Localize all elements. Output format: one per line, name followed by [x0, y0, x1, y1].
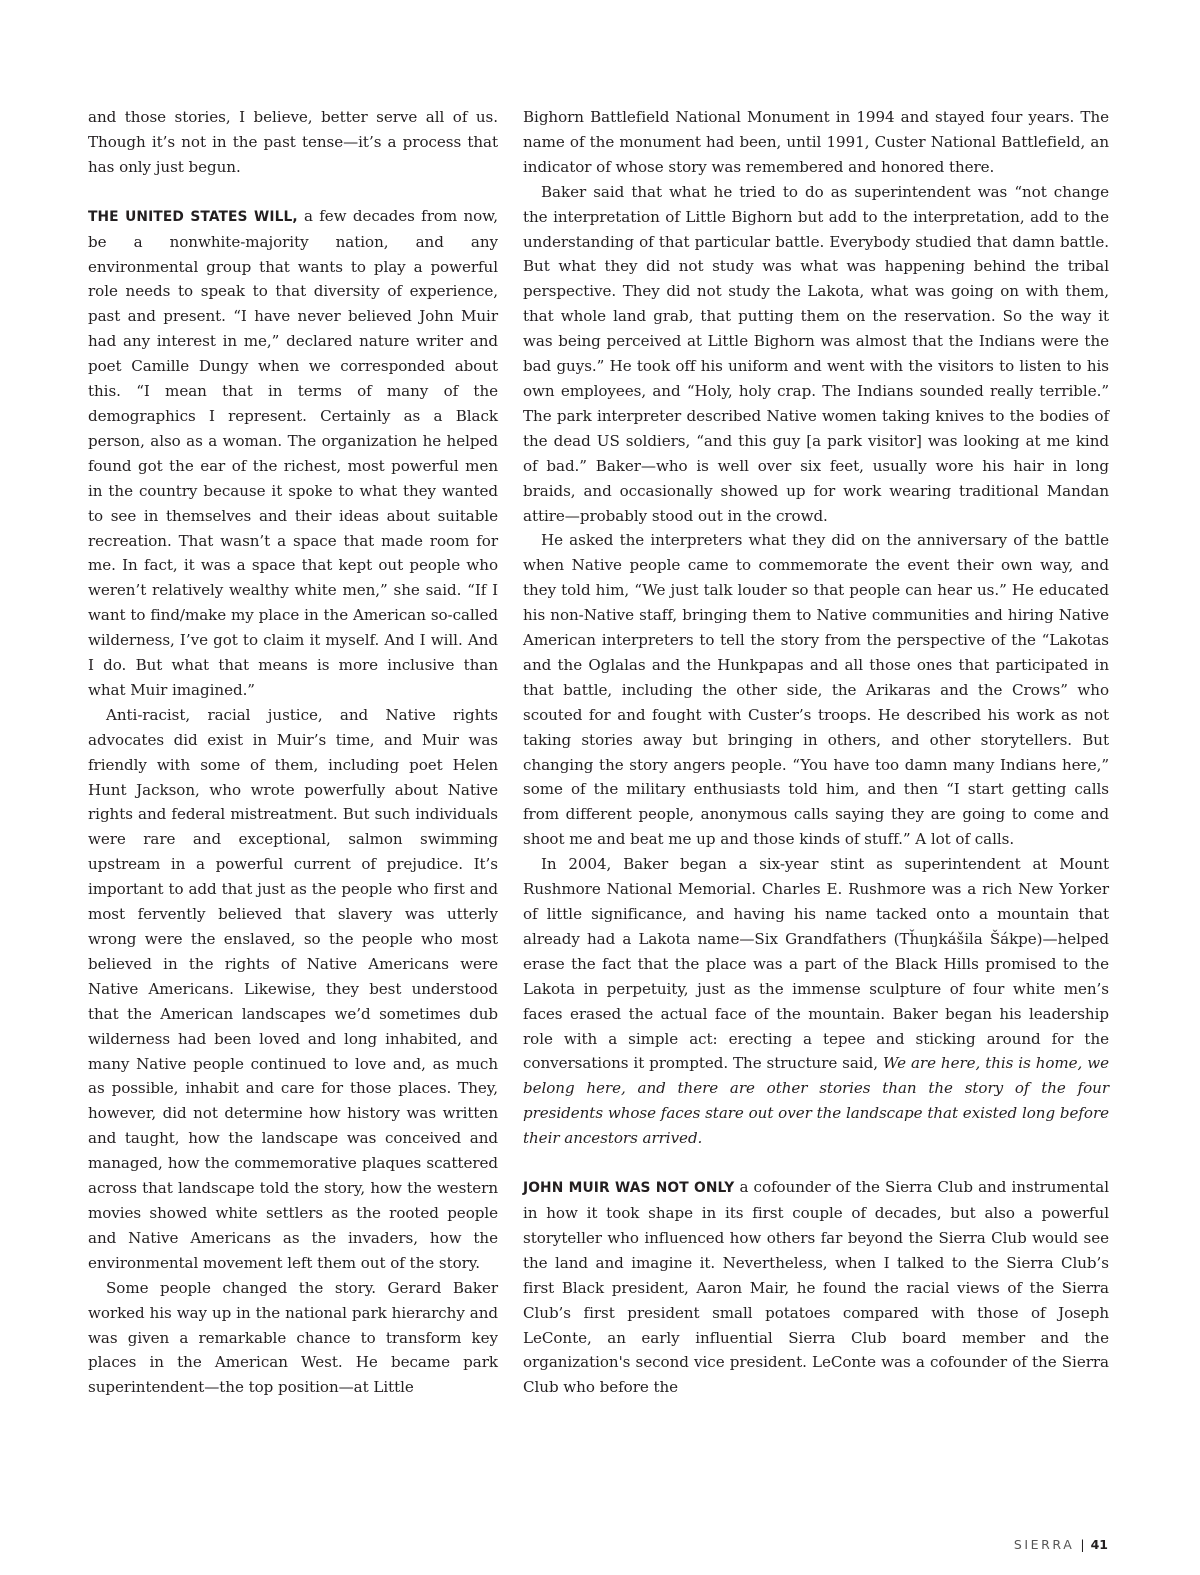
left-column	[88, 105, 498, 1400]
page-number: 41	[1090, 1537, 1108, 1552]
paragraph: Some people changed the story. Gerard Baker worked his way up in the national park hierarchy and was given a remarkable chance to transform key places in the American West. He became park superintendent—the top position—at Little	[88, 1278, 498, 1397]
paragraph-text: a cofounder of the Sierra Club and instrumental in how it took shape in its first couple of decades, but also a powerful storyteller who influenced how others far beyond the Sierra Club would see the land and imagine it. Nevertheless, when I talked to the Sierra Club’s first Black president, Aaron Mair, he found the racial views of the Sierra Club’s first president small potatoes compared with those of Joseph LeConte, an early influential Sierra Club board member and the organization's second vice president. LeConte was a cofounder of the Sierra Club who before the	[523, 1178, 1109, 1397]
paragraph: Baker said that what he tried to do as superintendent was “not change the interpretation of Little Bighorn but add to the interpretation, add to the understanding of that particular battle. Everybody studied that damn battle. But what they did not study was what was happening behind the tribal perspective. They did not study the Lakota, what was going on with them, that whole land grab, that putting them on the reservation. So the way it was being perceived at Little Bighorn was almost that the Indians were the bad guys.” He took off his uniform and went with the visitors to listen to his own employees, and “Holy, holy crap. The Indians sounded really terrible.” The park interpreter described Native women taking knives to the bodies of the dead US soldiers, “and this guy [a park visitor] was looking at me kind of bad.” Baker—who is well over six feet, usually wore his hair in long braids, and occasionally showed up for work wearing traditional Mandan attire—probably stood out in the crowd.	[523, 182, 1109, 525]
italic-quote: We are here, this is home, we belong here, and there are other stories than the story of the four presidents whose faces stare out over the landscape that existed long before their ancestors arrived.	[523, 1054, 1109, 1148]
page-footer	[1014, 1537, 1108, 1552]
section-lead-in: THE UNITED STATES WILL,	[88, 208, 298, 225]
paragraph-continuation: and those stories, I believe, better serve all of us. Though it’s not in the past tense—it’s a process that has only just begun.	[88, 108, 498, 176]
paragraph-text: a few decades from now, be a nonwhite-majority nation, and any environmental group that wants to play a powerful role needs to speak to that diversity of experience, past and present. “I have never believed John Muir had any interest in me,” declared nature writer and poet Camille Dungy when we corresponded about this. “I mean that in terms of many of the demographics I represent. Certainly as a Black person, also as a woman. The organization he helped found got the ear of the richest, most powerful men in the country because it spoke to what they wanted to see in themselves and their ideas about suitable recreation. That wasn’t a space that made room for me. In fact, it was a space that kept out people who weren’t relatively wealthy white men,” she said. “If I want to find/make my place in the American so-called wilderness, I’ve got to claim it myself. And I will. And I do. But what that means is more inclusive than what Muir imagined.”	[88, 206, 498, 699]
paragraph-section-start	[523, 1175, 1109, 1400]
paragraph-text: In 2004, Baker began a six-year stint as superintendent at Mount Rushmore National Memorial. Charles E. Rushmore was a rich New Yorker of little significance, and having his name tacked onto a mountain that already had a Lakota name—Six Grandfathers (Tȟuŋkášila Šákpe)—helped erase the fact that the place was a part of the Black Hills promised to the Lakota in perpetuity, just as the immense sculpture of four white men’s faces erased the actual face of the mountain. Baker began his leadership role with a simple act: erecting a tepee and sticking around for the conversations it prompted. The structure said,	[523, 855, 1109, 1073]
section-lead-in: JOHN MUIR WAS NOT ONLY	[523, 1180, 735, 1197]
paragraph-section-start	[88, 204, 498, 703]
paragraph: He asked the interpreters what they did on the anniversary of the battle when Native people came to commemorate the event their own way, and they told him, “We just talk louder so that people can hear us.” He educated his non-Native staff, bringing them to Native communities and hiring Native American interpreters to tell the story from the perspective of the “Lakotas and the Oglalas and the Hunkpapas and all those ones that participated in that battle, including the other side, the Arikaras and the Crows” who scouted for and fought with Custer’s troops. He described his work as not taking stories away but bringing in others, and other storytellers. But changing the story angers people. “You have too damn many Indians here,” some of the military enthusiasts told him, and then “I start getting calls from different people, anonymous calls saying they are going to come and shoot me and beat me up and those kinds of stuff.” A lot of calls.	[523, 531, 1109, 849]
footer-separator: |	[1080, 1537, 1085, 1552]
paragraph: Anti-racist, racial justice, and Native rights advocates did exist in Muir’s time, and Muir was friendly with some of them, including poet Helen Hunt Jackson, who wrote powerfully about Native rights and federal mistreatment. But such individuals were rare and exceptional, salmon swimming upstream in a powerful current of prejudice. It’s important to add that just as the people who first and most fervently believed that slavery was utterly wrong were the enslaved, so the people who most believed in the rights of Native Americans were Native Americans. Likewise, they best understood that the American landscapes we’d sometimes dub wilderness had been loved and long inhabited, and many Native people continued to love and, as much as possible, inhabit and care for those places. They, however, did not determine how history was written and taught, how the landscape was conceived and managed, how the commemorative plaques scattered across that landscape told the story, how the western movies showed white settlers as the rooted people and Native Americans as the invaders, how the environmental movement left them out of the story.	[88, 705, 498, 1272]
paragraph	[523, 852, 1109, 1151]
magazine-name: SIERRA	[1013, 1537, 1075, 1552]
right-column	[523, 105, 1109, 1400]
paragraph-continuation: Bighorn Battlefield National Monument in 1994 and stayed four years. The name of the monument had been, until 1991, Custer National Battlefield, an indicator of whose story was remembered and honored there.	[523, 108, 1109, 176]
